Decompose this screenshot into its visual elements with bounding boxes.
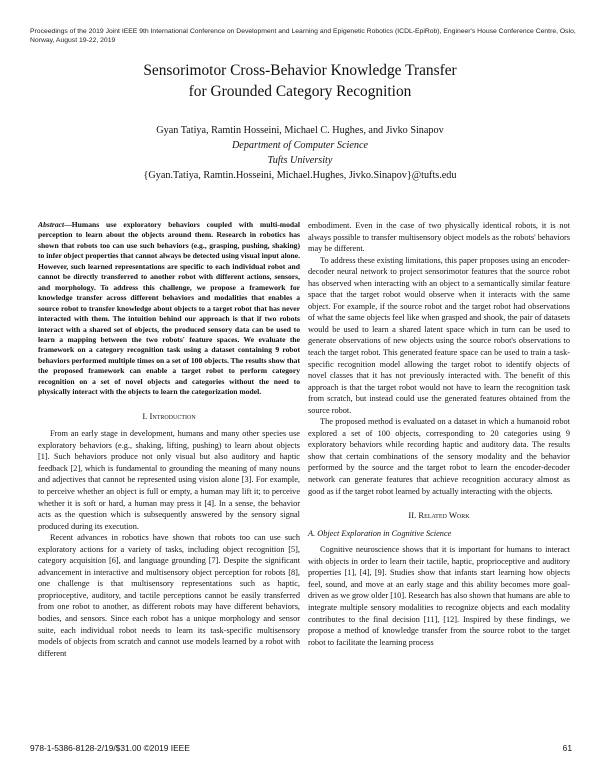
author-department: Department of Computer Science: [231, 140, 369, 151]
related-paragraph-1: Cognitive neuroscience shows that it is important for humans to interact with objects in order to learn their tactile, haptic, proprioceptive and auditory properties [1], [4], [9]. Studies show that infants start learning how objects feel, sound, and move at an early stage and this ability becomes more goal-driven as we grow older [10]. Research has also shown that humans are able to integrate multiple sensory modalities to recognize objects and each modality contributes to the final decision [11], [12]. Inspired by these findings, we propose a method of knowledge transfer from the source robot to the target robot to facilitate the learning process: [308, 545, 570, 647]
author-university: Tufts University: [267, 155, 333, 166]
proceedings-header: Proceedings of the 2019 Joint IEEE 9th International Conference on Development and Learning and Epigenetic Robotics (ICDL-EpiRob), Engineer's House Conference Centre, Oslo, Norway, August 19-22, 2019: [30, 28, 576, 44]
author-names: Gyan Tatiya, Ramtin Hosseini, Michael C. Hughes, and Jivko Sinapov: [156, 125, 444, 136]
author-block: [60, 123, 540, 183]
right-column: [308, 220, 570, 648]
abstract-label: Abstract: [38, 220, 65, 229]
intro-paragraph-3-cont: embodiment. Even in the case of two physically identical robots, it is not always possible to transfer multisensory object models as the robots' behaviors may be different.: [308, 221, 570, 254]
intro-paragraph-1: From an early stage in development, humans and many other species use exploratory behaviors (e.g., shaking, lifting, pushing) to learn about objects [1]. Such behaviors produce not only visual but also auditory and haptic feedback [2], which is fundamental to grounding the meaning of many nouns and adjectives that cannot be represented using vision alone [3]. For example, to perceive whether an object is full or empty, a human may lift it; to perceive whether it is soft or hard, a human may press it [4]. In a sense, the behavior acts as the question which is subsequently answered by the sensory signal produced during its execution.: [38, 429, 300, 531]
title-line-2: for Grounded Category Recognition: [188, 83, 412, 100]
intro-paragraph-5: The proposed method is evaluated on a dataset in which a humanoid robot explored a set of 100 objects, corresponding to 20 categories using 9 exploratory behaviors while recording haptic and auditory data. The results show that certain combinations of the sensory modality and the behavior performed by the source and the target robot to learn the encoder-decoder network can generate features that achieve recognition accuracy almost as good as if the target robot learned by actually interacting with the objects.: [308, 417, 570, 496]
abstract-text: Humans use exploratory behaviors coupled with multi-modal perception to learn about the objects around them. Research in robotics has shown that robots too can use such behaviors (e.g., grasping, pushing, shaking) to infer object properties that cannot always be detected using visual input alone. However, such learned representations are specific to each individual robot and cannot be directly transferred to another robot with different actions, sensors, and morphology. To address this challenge, we propose a framework for knowledge transfer across different behaviors and modalities that enables a source robot to transfer knowledge about objects to a target robot that has never interacted with them. The intuition behind our approach is that if two robots interact with a shared set of objects, the produced sensory data can be used to learn a mapping between the two robots' feature spaces. We evaluate the framework on a category recognition task using a dataset containing 9 robot behaviors performed multiple times on a set of 100 objects. The results show that the proposed framework can enable a target robot to perform category recognition on a set of novel objects and categories without the need to physically interact with the objects to learn the categorization model.: [38, 220, 300, 397]
abstract-dash: —: [64, 220, 72, 229]
section-heading-introduction: I. Introduction: [142, 410, 196, 421]
intro-paragraph-2: Recent advances in robotics have shown that robots too can use such exploratory actions for a variety of tasks, including object recognition [5], category acquisition [6], and language grounding [7]. Despite the significant advancement in interactive and multisensory object perception for robots [8], one challenge is that multisensory representations such as haptic, proprioceptive, auditory, and tactile perceptions cannot be easily transferred from one robot to another, as different robots may have different behaviors, bodies, and sensors. Since each robot has a unique morphology and sensor suite, each individual robot needs to learn its task-specific multisensory models of objects from scratch and cannot use models learned by a robot with different: [38, 533, 300, 658]
footer-isbn: 978-1-5386-8128-2/19/$31.00 ©2019 IEEE: [30, 743, 190, 753]
page-number: 61: [562, 743, 572, 753]
paper-title: [60, 60, 540, 102]
title-line-1: Sensorimotor Cross-Behavior Knowledge Transfer: [143, 62, 457, 79]
section-heading-related-work: II. Related Work: [408, 510, 470, 521]
abstract: [38, 220, 300, 398]
left-column: [38, 220, 300, 659]
subsection-heading-object-exploration: A. Object Exploration in Cognitive Science: [308, 528, 452, 538]
intro-paragraph-4: To address these existing limitations, this paper proposes using an encoder-decoder neural network to project sensorimotor features that the source robot has observed when interacting with an object to a semantically similar feature space that the target robot would observe when it interacts with the same object. For example, if the source robot and the target robot had observations of what the same objects feel like when grasped and shook, the pair of datasets would be used to learn a shared latent space which in turn can be used to generate observations of new objects using the source robot's observations to teach the target robot. This generated feature space can be used to train a task-specific recognition model allowing the target robot to identify objects of novel classes that it has not previously interacted with. The benefit of this approach is that the target robot would not have to learn the recognition task from scratch, but instead could use the generated features obtained from the source robot.: [308, 255, 570, 415]
author-emails: {Gyan.Tatiya, Ramtin.Hosseini, Michael.Hughes, Jivko.Sinapov}@tufts.edu: [143, 170, 457, 181]
